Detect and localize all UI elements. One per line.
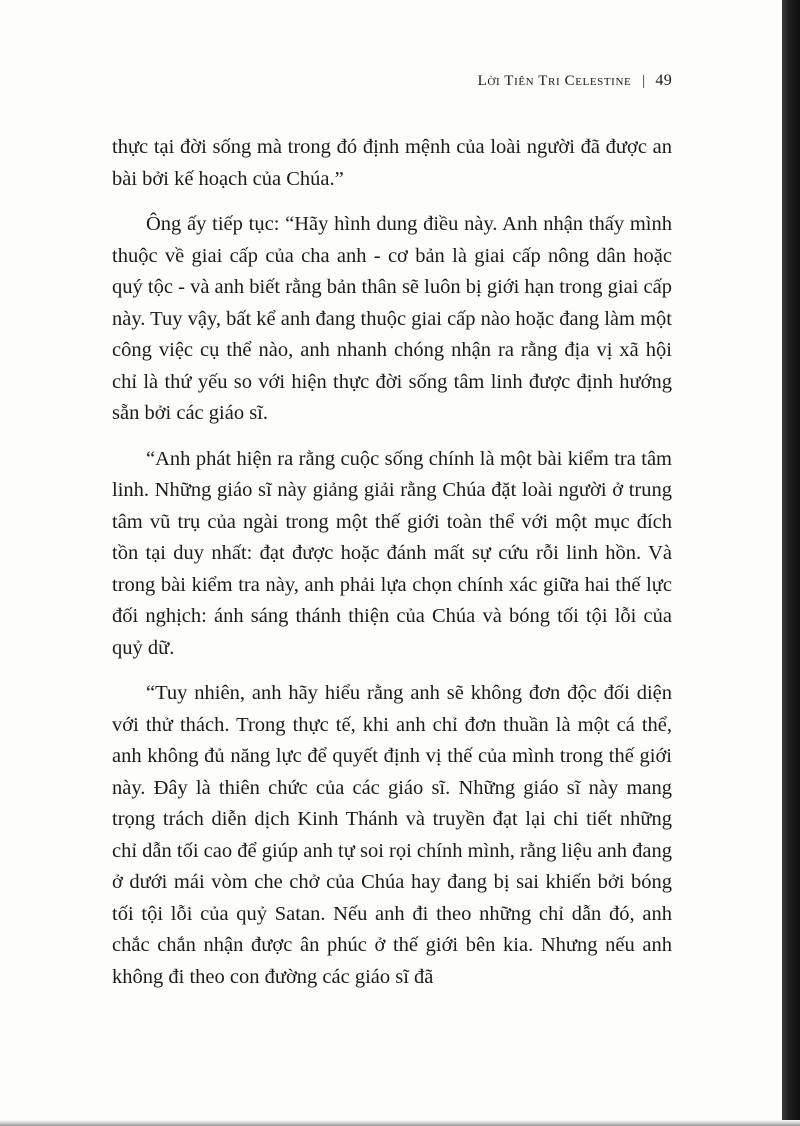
header-separator: |: [642, 73, 646, 89]
paragraph: “Tuy nhiên, anh hãy hiểu rằng anh sẽ không đơn độc đối diện với thử thách. Trong thực tế, khi anh chỉ đơn thuần là một cá thể, anh không đủ năng lực để quyết định vị thế của mình trong thế giới này. Đây là thiên chức của các giáo sĩ. Những giáo sĩ này mang trọng trách diễn dịch Kinh Thánh và truyền đạt lại chi tiết những chỉ dẫn tối cao để giúp anh tự soi rọi chính mình, rằng liệu anh đang ở dưới mái vòm che chở của Chúa hay đang bị sai khiến bởi bóng tối tội lỗi của quỷ Satan. Nếu anh đi theo những chỉ dẫn đó, anh chắc chắn nhận được ân phúc ở thế giới bên kia. Nhưng nếu anh không đi theo con đường các giáo sĩ đã: [112, 682, 672, 988]
body-text: [112, 132, 672, 993]
paragraph: thực tại đời sống mà trong đó định mệnh của loài người đã được an bài bởi kế hoạch của Chúa.”: [112, 136, 672, 190]
scan-edge-right: [782, 0, 800, 1126]
paragraph: Ông ấy tiếp tục: “Hãy hình dung điều này. Anh nhận thấy mình thuộc về giai cấp của cha anh - cơ bản là giai cấp nông dân hoặc quý tộc - và anh biết rằng bản thân sẽ luôn bị giới hạn trong giai cấp này. Tuy vậy, bất kể anh đang thuộc giai cấp nào hoặc đang làm một công việc cụ thể nào, anh nhanh chóng nhận ra rằng địa vị xã hội chỉ là thứ yếu so với hiện thực đời sống tâm linh được định hướng sẵn bởi các giáo sĩ.: [112, 213, 672, 424]
page-header: [112, 72, 672, 90]
running-title: Lời Tiên Tri Celestine: [477, 73, 632, 89]
page-number: 49: [655, 72, 672, 89]
scan-edge-bottom: [0, 1120, 800, 1126]
paragraph: “Anh phát hiện ra rằng cuộc sống chính là một bài kiểm tra tâm linh. Những giáo sĩ này giảng giải rằng Chúa đặt loài người ở trung tâm vũ trụ của ngài trong một thế giới toàn thể với một mục đích tồn tại duy nhất: đạt được hoặc đánh mất sự cứu rỗi linh hồn. Và trong bài kiểm tra này, anh phải lựa chọn chính xác giữa hai thế lực đối nghịch: ánh sáng thánh thiện của Chúa và bóng tối tội lỗi của quỷ dữ.: [112, 447, 672, 659]
